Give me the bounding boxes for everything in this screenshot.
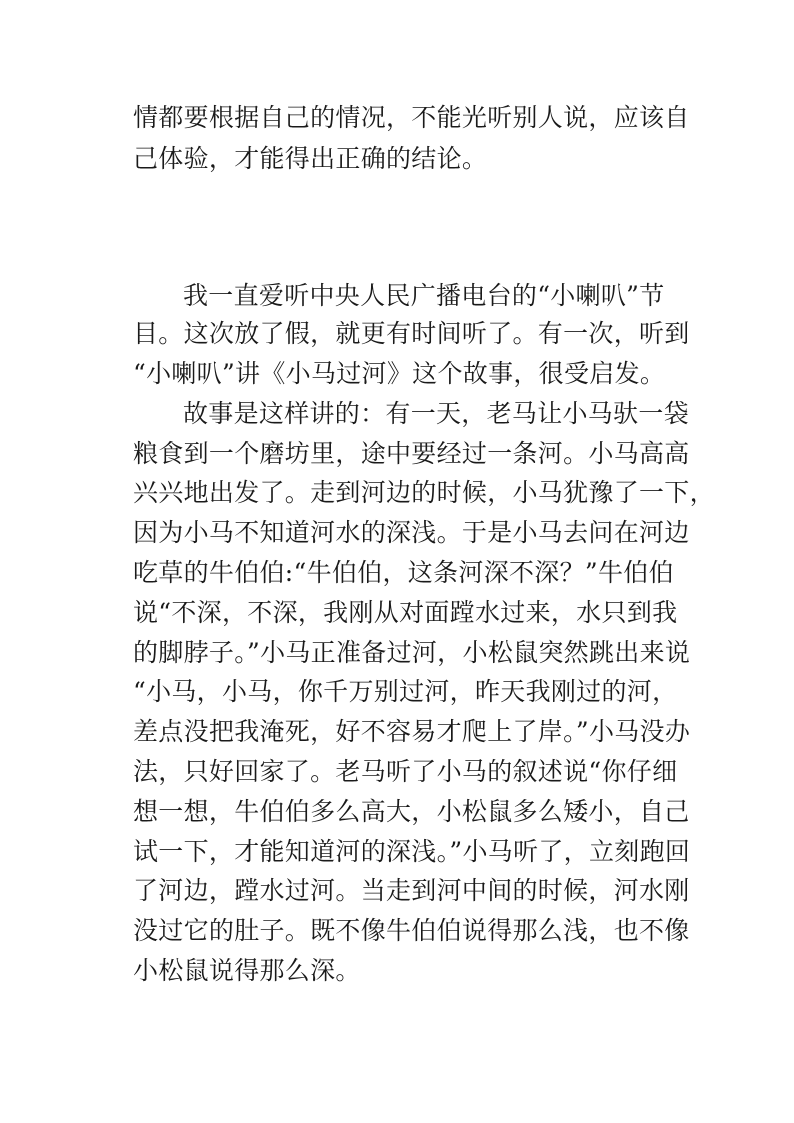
text-line: “小喇叭”讲《小马过河》这个故事，很受启发。 xyxy=(133,359,666,388)
text-line: “小马，小马，你千万别过河，昨天我刚过的河， xyxy=(133,677,678,706)
text-line: 兴兴地出发了。走到河边的时候，小马犹豫了一下， xyxy=(133,478,715,507)
text-line: 法，只好回家了。老马听了小马的叙述说“你仔细 xyxy=(133,757,678,786)
text-line: 己体验，才能得出正确的结论。 xyxy=(133,144,488,173)
text-line: 了河边，蹚水过河。当走到河中间的时候，河水刚 xyxy=(133,876,690,905)
text-line: 目。这次放了假，就更有时间听了。有一次，听到 xyxy=(133,319,690,348)
text-line: 小松鼠说得那么深。 xyxy=(133,956,361,985)
text-line: 粮食到一个磨坊里，途中要经过一条河。小马高高 xyxy=(133,439,690,468)
text-line: 故事是这样讲的：有一天，老马让小马驮一袋 xyxy=(183,399,690,428)
text-line: 说“不深，不深，我刚从对面蹚水过来，水只到我 xyxy=(133,598,678,627)
text-line: 试一下，才能知道河的深浅。”小马听了，立刻跑回 xyxy=(133,837,691,866)
text-line: 情都要根据自己的情况，不能光听别人说，应该自 xyxy=(133,103,690,132)
text-line: 没过它的肚子。既不像牛伯伯说得那么浅，也不像 xyxy=(133,916,690,945)
text-line: 差点没把我淹死，好不容易才爬上了岸。”小马没办 xyxy=(133,717,691,746)
text-line: 因为小马不知道河水的深浅。于是小马去问在河边 xyxy=(133,518,690,547)
text-line: 吃草的牛伯伯:“牛伯伯，这条河深不深？”牛伯伯 xyxy=(133,558,674,587)
text-line: 的脚脖子。”小马正准备过河，小松鼠突然跳出来说 xyxy=(133,638,691,667)
text-line: 想一想，牛伯伯多么高大，小松鼠多么矮小，自己 xyxy=(133,797,690,826)
text-line: 我一直爱听中央人民广播电台的“小喇叭”节 xyxy=(183,281,665,310)
